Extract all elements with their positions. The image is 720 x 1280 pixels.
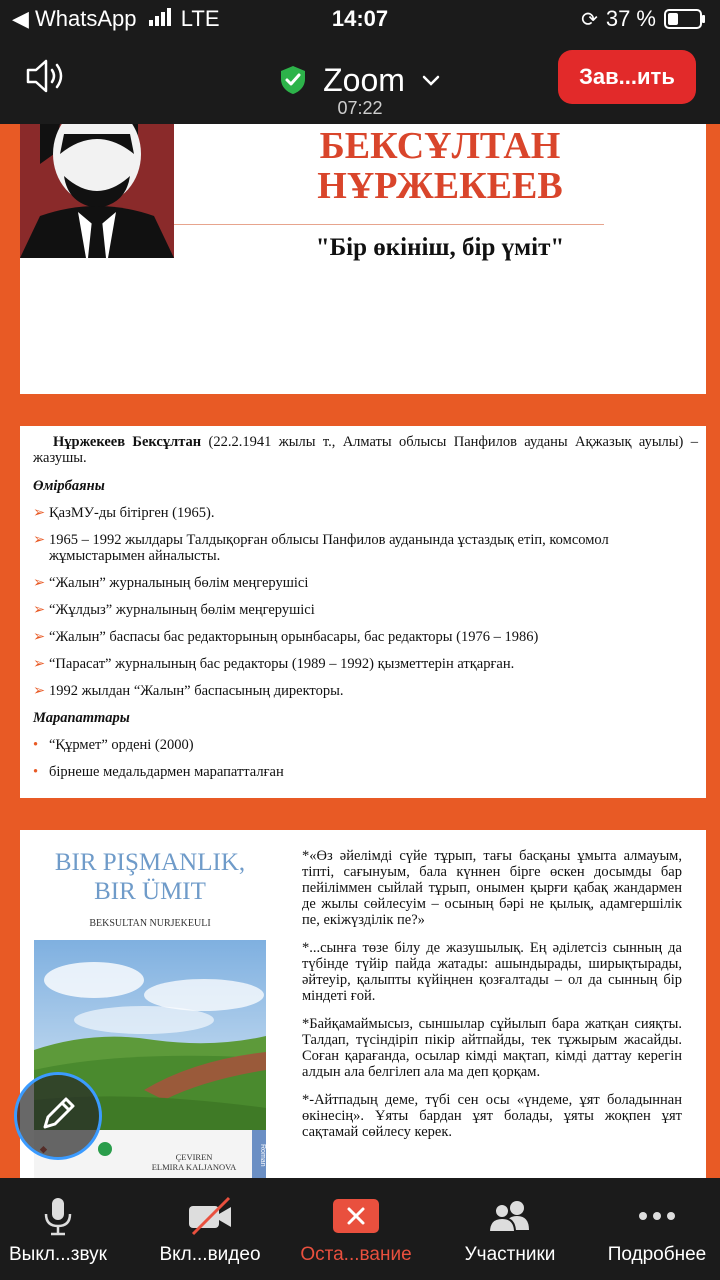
award-item-text: бірнеше медальдармен марапатталған <box>49 764 284 780</box>
bio-item <box>33 532 698 564</box>
book-title-line-1: BIR PIŞMANLIK, <box>54 849 246 876</box>
book-title <box>34 848 266 906</box>
arrow-bullet-icon: ➢ <box>33 683 46 699</box>
app-name: Zoom <box>323 62 405 98</box>
bio-intro <box>33 434 698 466</box>
meeting-toolbar <box>0 1178 720 1280</box>
book-author: BEKSULTAN NURJEKEULI <box>89 918 211 929</box>
network-label: LTE <box>180 6 220 31</box>
arrow-bullet-icon: ➢ <box>33 629 46 645</box>
participants-label: Участники <box>464 1244 556 1265</box>
quote-paragraph: *Байқамаймысыз, сыншылар сұйылып бара жатқан сияқты. Талдап, түсіндіріп пікір айтпайды, тек тұжырым жасайды. Соған қарағанда, осылар кімді мақтап, кімді даттау керегін алдын ала белгілеп ала ма деп қорқам. <box>302 1016 682 1080</box>
arrow-bullet-icon: ➢ <box>33 602 46 618</box>
quote-paragraph: *«Өз әйелімді сүйе тұрып, тағы басқаны ұмыта алмауым, тіпті, сағынуым, бала күннен бірге өскен досымды бар пейіліммен сыйлай тұрып, онымен қырғи қабақ жандармен де жылы сөйлесуім – осының бәрі не қылық, адамгершілік пе, екіжүзділік пе?» <box>302 848 682 928</box>
mute-button[interactable] <box>0 1178 116 1280</box>
bio-item-text: “Жалын” баспасы бас редакторының орынбасары, бас редакторы (1976 – 1986) <box>49 629 539 645</box>
video-button[interactable] <box>150 1178 270 1280</box>
book-spine-label: Roman <box>252 1130 266 1178</box>
bio-item <box>33 505 698 521</box>
bio-item <box>33 575 698 591</box>
stop-share-button[interactable] <box>290 1178 422 1280</box>
arrow-bullet-icon: ➢ <box>33 505 46 521</box>
quote-paragraph: *-Айтпадың деме, түбі сен осы «үндеме, ұят боладыннан өкінесің». Ұяты бардан ұят болады, ұяты жоқпен ұят сақтамай сөйлесу керек. <box>302 1092 682 1140</box>
bio-item-text: “Парасат” журналының бас редакторы (1989 – 1992) қызметтерін атқарған. <box>49 656 515 672</box>
author-name: Нұржекеев Бексұлтан <box>53 434 202 450</box>
bio-item <box>33 629 698 645</box>
video-label: Вкл...видео <box>159 1244 261 1265</box>
bio-item-text: ҚазМУ-ды бітірген (1965). <box>49 505 215 521</box>
status-bar <box>0 0 720 40</box>
book-translator <box>146 1152 242 1172</box>
shared-screen <box>0 124 720 1178</box>
translator-label: ÇEVIREN <box>175 1152 213 1162</box>
participants-icon <box>452 1196 568 1236</box>
meeting-timer: 07:22 <box>337 98 383 118</box>
translator-name: ELMIRA KALJANOVA <box>151 1162 237 1172</box>
emblem-icon <box>98 1142 112 1156</box>
award-item <box>33 737 698 753</box>
more-icon <box>598 1196 716 1236</box>
microphone-icon <box>0 1196 116 1236</box>
bullet-icon: • <box>33 737 39 753</box>
bio-intro-text: (22.2.1941 жылы т., Алматы облысы Панфилов ауданы Ақжазық ауылы) – жазушы. <box>33 434 698 466</box>
bio-item-text: “Жұлдыз” журналының бөлім меңгерушісі <box>49 602 315 618</box>
book-title-line-2: BIR ÜMIT <box>94 878 206 905</box>
author-portrait <box>20 124 174 258</box>
bio-item-text: 1965 – 1992 жылдары Талдықорған облысы Панфилов ауданында ұстаздық етіп, комсомол жұмыстарымен айналысты. <box>49 532 609 564</box>
back-app-label: ◀ WhatsApp <box>12 6 137 31</box>
slide-biography <box>20 426 706 798</box>
meeting-header <box>0 40 720 124</box>
bio-item <box>33 656 698 672</box>
awards-list <box>33 737 698 780</box>
quotes-list <box>302 848 682 1152</box>
pencil-icon <box>37 1093 79 1140</box>
more-label: Подробнее <box>607 1244 707 1265</box>
bio-list <box>33 505 698 699</box>
stop-share-label: Оста...вание <box>300 1244 412 1265</box>
rotation-lock-icon: ⟳ <box>581 8 598 31</box>
status-time: 14:07 <box>331 6 389 31</box>
awards-heading: Марапаттары <box>33 710 130 726</box>
title-line-1: БЕКСҰЛТАН <box>319 125 561 167</box>
arrow-bullet-icon: ➢ <box>33 575 46 591</box>
title-line-2: НҰРЖЕКЕЕВ <box>317 165 563 207</box>
battery-icon <box>664 9 702 29</box>
bio-heading: Өмірбаяны <box>33 478 105 494</box>
bullet-icon: • <box>33 764 39 780</box>
award-item-text: “Құрмет” ордені (2000) <box>49 737 194 753</box>
participants-button[interactable] <box>452 1178 568 1280</box>
slide-book-quotes <box>20 830 706 1178</box>
arrow-bullet-icon: ➢ <box>33 532 46 548</box>
bio-item <box>33 602 698 618</box>
end-meeting-button[interactable]: Зав...ить <box>558 50 696 104</box>
bio-item-text: 1992 жылдан “Жалын” баспасының директоры. <box>49 683 344 699</box>
book-quote-title: "Бір өкініш, бір үміт" <box>315 234 565 261</box>
slide-title-card <box>20 124 706 394</box>
award-item <box>33 764 698 780</box>
battery-percent: 37 % <box>605 6 656 31</box>
annotate-button[interactable] <box>14 1072 102 1160</box>
arrow-bullet-icon: ➢ <box>33 656 46 672</box>
stop-share-icon <box>290 1196 422 1236</box>
mute-label: Выкл...звук <box>9 1244 107 1265</box>
bio-item-text: “Жалын” журналының бөлім меңгерушісі <box>49 575 309 591</box>
chevron-down-icon <box>422 58 440 95</box>
bio-item <box>33 683 698 699</box>
quote-paragraph: *...сынға төзе білу де жазушылық. Ең әділетсіз сынның да түбінде түйір пайда жатады: ашындырады, ширықтырады, әйтеуір, қалыпты күйіңнен қозғалтады – ол да сынның бір міндеті ғой. <box>302 940 682 1004</box>
more-button[interactable] <box>598 1178 716 1280</box>
battery-area <box>581 6 702 32</box>
video-off-icon <box>150 1196 270 1236</box>
title-divider <box>174 224 604 225</box>
slide-title <box>174 126 706 206</box>
